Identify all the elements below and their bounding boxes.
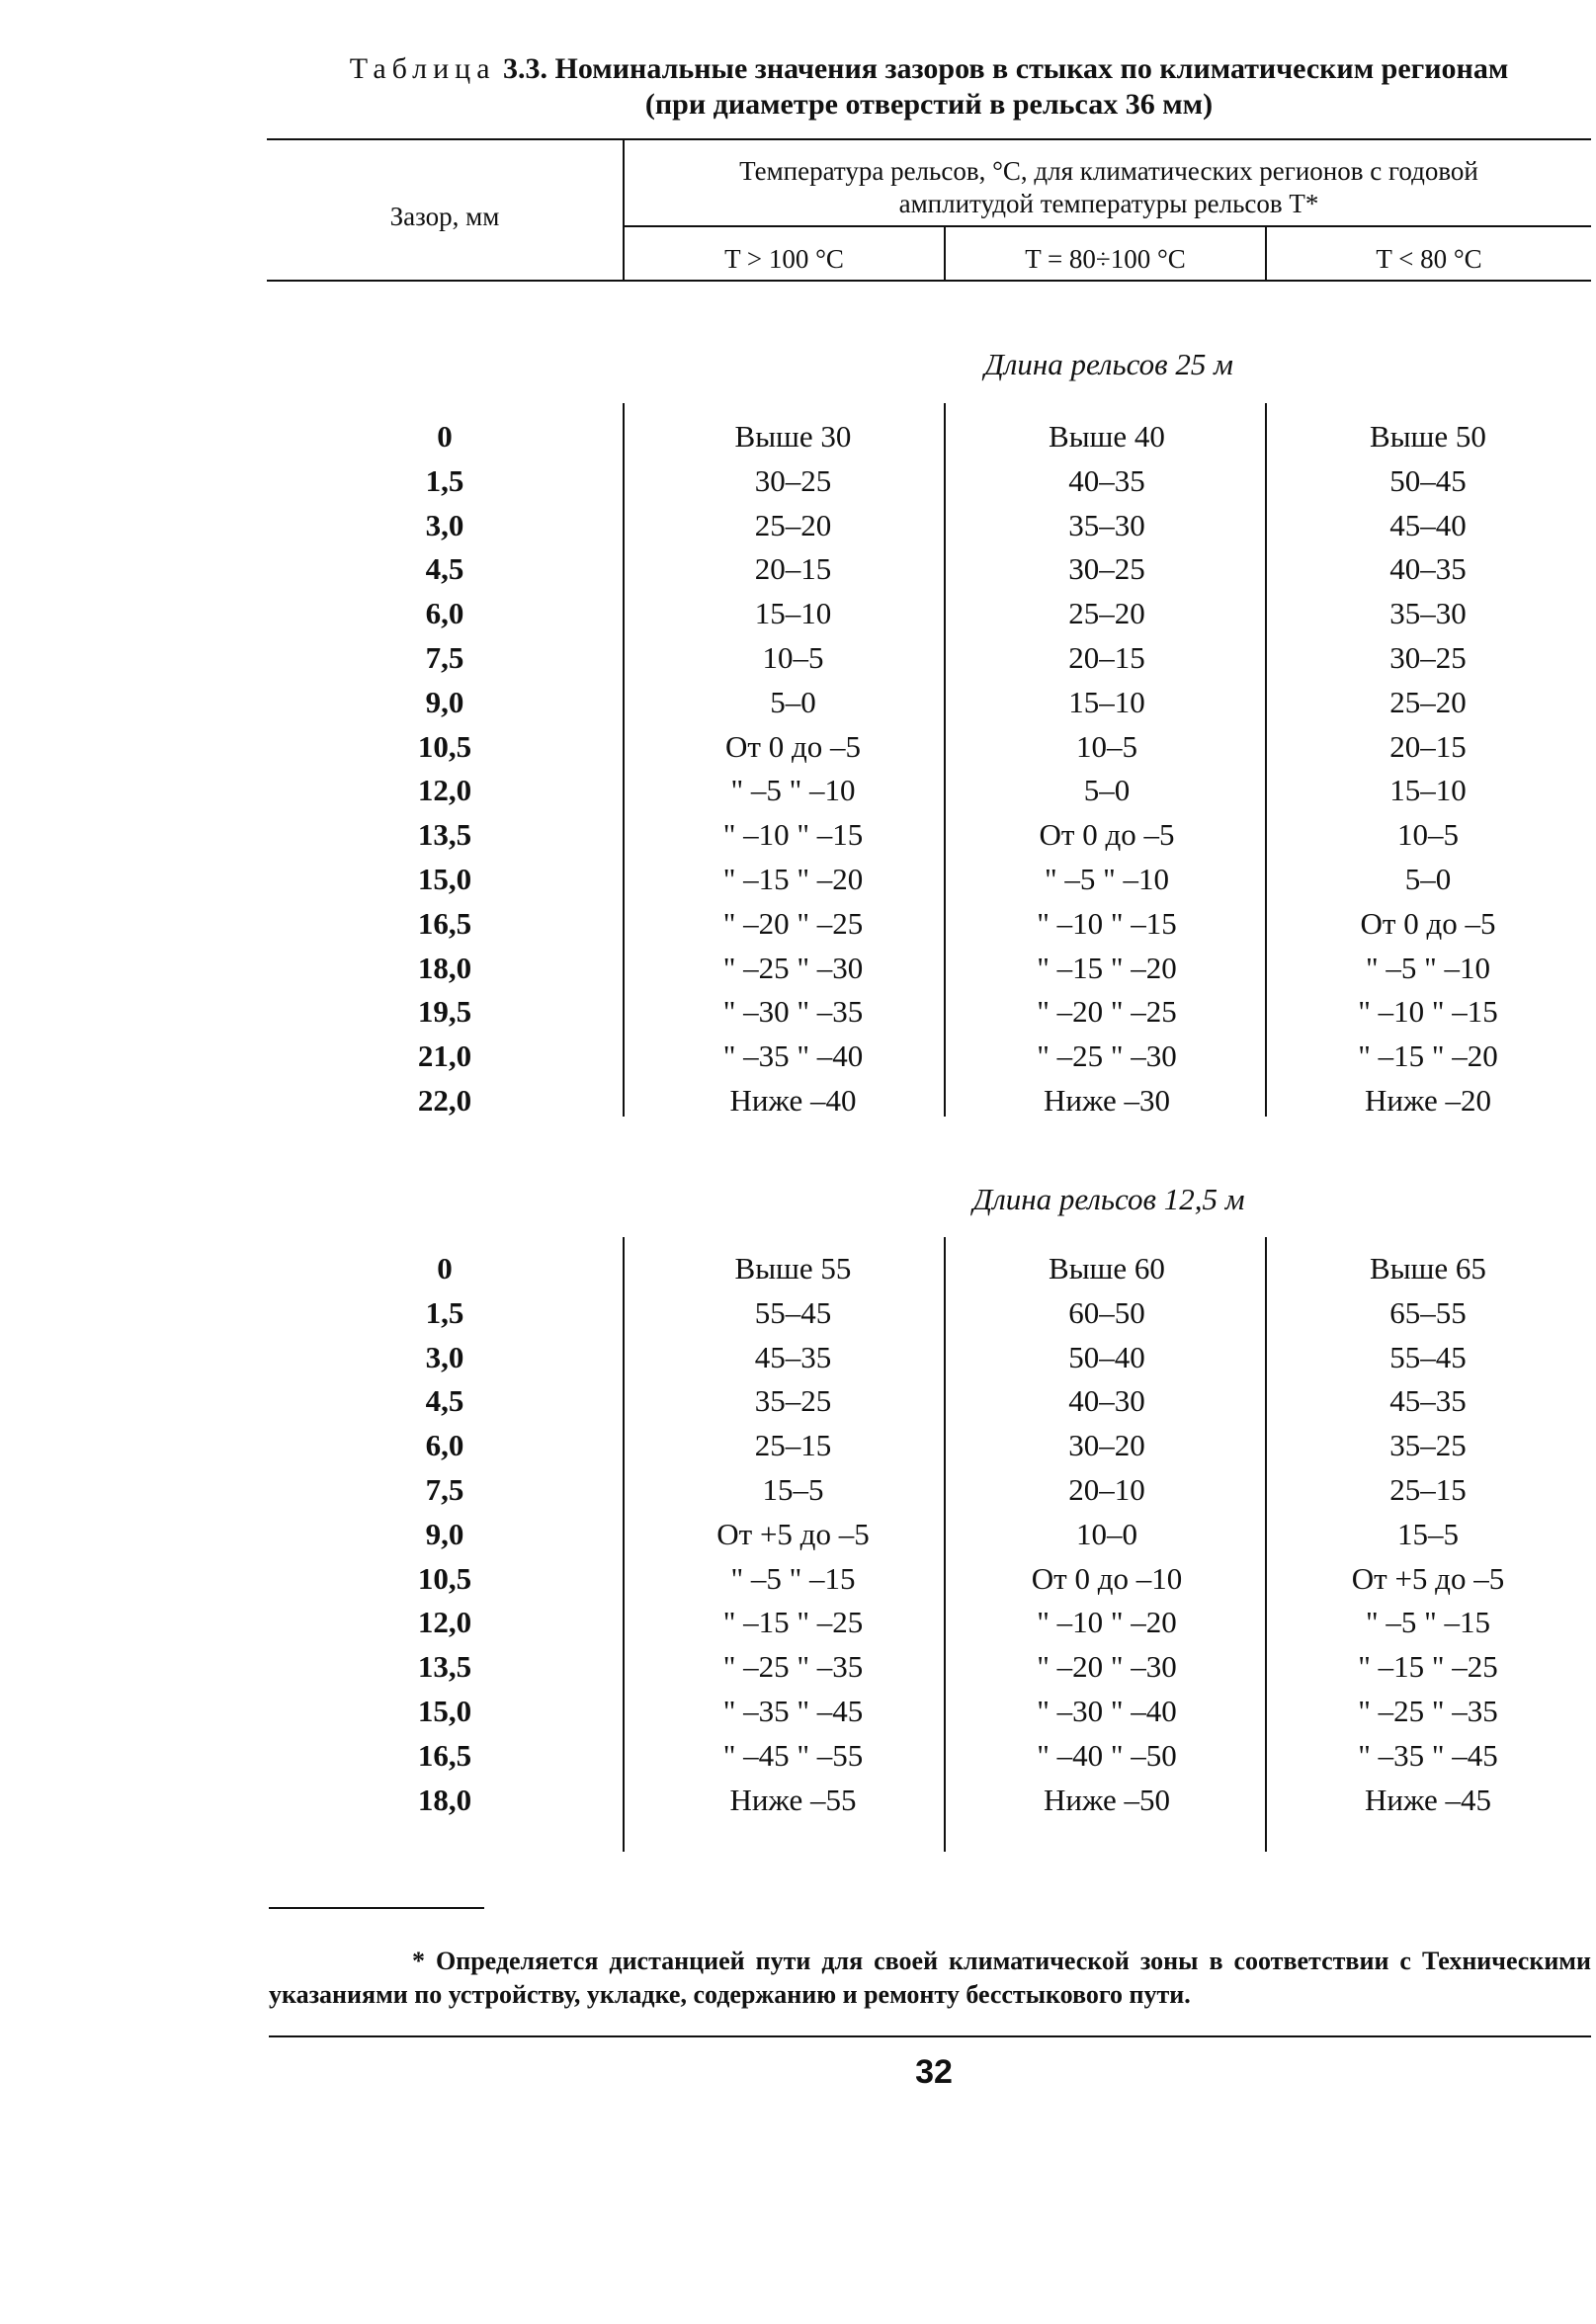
temp-cell-t1: Выше 30 [734,419,852,454]
gap-cell: 6,0 [425,596,464,631]
temp-cell-t1: " –30 " –35 [722,994,864,1030]
temp-cell-t3: От 0 до –5 [1360,905,1496,941]
temp-cell-t2: 50–40 [1068,1339,1145,1374]
temp-cell-t2: " –30 " –40 [1037,1694,1177,1728]
table-row [0,1338,1596,1382]
temp-cell-t1: " –45 " –55 [722,1737,864,1773]
table-row [0,1647,1596,1692]
temp-cell-t2: 30–25 [1068,551,1145,587]
gap-cell: 19,5 [417,994,472,1030]
temp-cell-t3: " –15 " –20 [1358,1038,1498,1074]
table-row [0,992,1596,1037]
temp-cell-t1: 15–5 [762,1472,824,1507]
temp-cell-t3: Выше 50 [1370,419,1486,454]
temp-cell-t3: " –10 " –15 [1358,994,1498,1030]
table-title-text: 3.3. Номинальные значения зазоров в стыках по климатическим регионам [495,52,1509,85]
table-row [0,1515,1596,1559]
section-title: Длина рельсов 25 м [984,347,1233,381]
table-row [0,506,1596,550]
temp-cell-t1: " –25 " –35 [722,1649,864,1685]
gap-cell: 13,5 [417,1649,472,1685]
table-row [0,1381,1596,1426]
temp-cell-t3: 15–5 [1397,1516,1459,1551]
temp-cell-t2: 30–20 [1068,1428,1145,1463]
footnote-text: * Определяется дистанцией пути для своей климатической зоны в соответствии с Техническими указаниями по устройству, укладке, содержанию и ремонту бесстыкового пути. [269,1947,1591,2009]
table-row [0,727,1596,772]
table-row [0,904,1596,949]
gap-cell: 21,0 [417,1038,472,1074]
temp-cell-t3: 20–15 [1389,728,1467,764]
table-row [0,1037,1596,1081]
temp-cell-t1: 10–5 [762,640,824,675]
temp-cell-t1: 25–20 [754,507,832,542]
footnote [269,1945,1591,2012]
temp-cell-t1: 45–35 [754,1339,832,1374]
gap-cell: 12,0 [417,1605,472,1640]
temp-cell-t2: 25–20 [1068,596,1145,631]
temp-cell-t3: Ниже –45 [1365,1782,1491,1817]
temp-cell-t3: 40–35 [1389,551,1467,587]
column-header-t1: T > 100 °С [724,244,844,274]
table-row [0,1781,1596,1825]
table-title [267,51,1591,87]
temp-cell-t1: 15–10 [754,596,832,631]
gap-cell: 7,5 [425,1472,464,1507]
gap-cell: 0 [437,1251,453,1286]
temp-cell-t2: 20–15 [1068,640,1145,675]
gap-cell: 15,0 [417,1694,472,1728]
temp-cell-t3: 35–25 [1389,1428,1467,1463]
section-title: Длина рельсов 12,5 м [972,1182,1245,1216]
temp-cell-t2: От 0 до –10 [1031,1560,1183,1596]
table-row [0,1470,1596,1515]
temp-cell-t2: " –5 " –10 [1044,862,1170,896]
page-bottom-rule [269,2035,1591,2037]
temp-cell-t2: 35–30 [1068,507,1145,542]
footnote-rule [269,1907,484,1909]
temp-cell-t3: 15–10 [1389,773,1467,808]
table-row [0,594,1596,638]
temp-cell-t1: 25–15 [754,1428,832,1463]
temp-cell-t2: Выше 40 [1049,419,1165,454]
table-row [0,1603,1596,1647]
temp-cell-t2: 10–0 [1076,1516,1137,1551]
temperature-header-line: амплитудой температуры рельсов T* [898,189,1319,218]
temp-cell-t1: От 0 до –5 [725,728,861,764]
temp-cell-t2: От 0 до –5 [1039,817,1175,853]
temp-cell-t1: " –25 " –30 [722,950,864,985]
gap-cell: 12,0 [417,773,472,808]
temp-cell-t2: " –10 " –15 [1037,905,1177,941]
temp-cell-t3: " –25 " –35 [1358,1694,1498,1728]
temp-cell-t1: 35–25 [754,1383,832,1419]
table-row [0,1736,1596,1781]
table-row [0,683,1596,727]
table-row [0,1249,1596,1293]
temp-cell-t3: Ниже –20 [1365,1083,1491,1118]
table-row [0,638,1596,683]
table-row [0,815,1596,860]
temp-cell-t3: Выше 65 [1370,1251,1486,1286]
temp-cell-t1: " –5 " –10 [730,773,856,808]
temp-cell-t3: 45–35 [1389,1383,1467,1419]
gap-cell: 10,5 [417,1560,472,1596]
temp-cell-t3: 30–25 [1389,640,1467,675]
gap-cell: 9,0 [425,684,464,719]
gap-cell: 18,0 [417,950,472,985]
temp-cell-t3: От +5 до –5 [1351,1560,1505,1596]
gap-cell: 0 [437,419,453,454]
temp-cell-t3: 25–20 [1389,684,1467,719]
temp-cell-t3: 55–45 [1389,1339,1467,1374]
table-row [0,1081,1596,1125]
temp-cell-t2: 20–10 [1068,1472,1145,1507]
temp-cell-t1: Выше 55 [734,1251,852,1286]
table-row [0,949,1596,993]
temp-cell-t3: " –35 " –45 [1358,1737,1498,1773]
gap-cell: 1,5 [425,1294,464,1330]
table-row [0,771,1596,815]
gap-cell: 16,5 [417,905,472,941]
temp-cell-t1: " –15 " –20 [722,862,864,896]
temp-cell-t2: " –20 " –25 [1037,994,1177,1030]
table-label: Таблица [349,52,496,85]
temp-cell-t1: 30–25 [754,462,832,498]
temp-cell-t1: " –5 " –15 [730,1560,856,1596]
temp-cell-t3: 65–55 [1389,1294,1467,1330]
temp-cell-t3: 25–15 [1389,1472,1467,1507]
gap-cell: 18,0 [417,1782,472,1817]
gap-cell: 16,5 [417,1737,472,1773]
temp-cell-t1: От +5 до –5 [716,1516,870,1551]
gap-cell: 1,5 [425,462,464,498]
table-subtitle: (при диаметре отверстий в рельсах 36 мм) [644,88,1214,121]
temp-cell-t3: " –15 " –25 [1358,1649,1498,1685]
column-header-t2: T = 80÷100 °С [1025,244,1186,274]
temp-cell-t1: Ниже –55 [729,1782,857,1817]
temp-cell-t3: 50–45 [1389,462,1467,498]
column-header-t3: T < 80 °С [1376,244,1482,274]
header-bottom-rule [267,280,1591,282]
table-row [0,1293,1596,1338]
gap-column-header: Зазор, мм [389,202,500,231]
temp-cell-t2: 15–10 [1068,684,1145,719]
temp-cell-t2: 60–50 [1068,1294,1145,1330]
temp-cell-t2: " –40 " –50 [1037,1737,1177,1773]
temp-cell-t1: " –15 " –25 [722,1605,864,1640]
temp-cell-t2: " –15 " –20 [1037,950,1177,985]
gap-cell: 3,0 [425,1339,464,1374]
temp-cell-t2: Ниже –30 [1044,1083,1170,1118]
table-row [0,461,1596,506]
temp-cell-t1: 20–15 [754,551,832,587]
temp-cell-t2: 5–0 [1083,773,1131,808]
gap-cell: 13,5 [417,817,472,853]
temp-cell-t2: 40–35 [1068,462,1145,498]
table-row [0,417,1596,461]
temp-cell-t1: 5–0 [770,684,816,719]
table-row [0,1426,1596,1470]
gap-cell: 10,5 [417,728,472,764]
header-top-rule [267,138,1591,140]
temp-cell-t1: " –35 " –45 [722,1694,864,1728]
temp-cell-t2: 40–30 [1068,1383,1145,1419]
table-row [0,1692,1596,1736]
temp-cell-t2: " –20 " –30 [1037,1649,1177,1685]
temp-cell-t2: Выше 60 [1049,1251,1165,1286]
header-mid-rule [625,225,1591,227]
gap-cell: 4,5 [425,551,464,587]
temp-cell-t1: " –35 " –40 [722,1038,864,1074]
temp-cell-t3: " –5 " –10 [1365,950,1491,985]
temp-cell-t2: " –10 " –20 [1037,1605,1177,1640]
temp-cell-t3: 10–5 [1397,817,1459,853]
temp-cell-t2: 10–5 [1076,728,1137,764]
temp-cell-t3: 5–0 [1404,862,1452,896]
temp-cell-t1: " –20 " –25 [722,905,864,941]
temp-cell-t1: " –10 " –15 [722,817,864,853]
page-number: 32 [915,2053,953,2091]
table-row [0,1559,1596,1604]
temp-cell-t2: " –25 " –30 [1037,1038,1177,1074]
table-row [0,860,1596,904]
table-row [0,549,1596,594]
temperature-header-line: Температура рельсов, °С, для климатических регионов с годовой [739,156,1478,186]
temp-cell-t3: 45–40 [1389,507,1467,542]
gap-cell: 15,0 [417,862,472,896]
gap-cell: 22,0 [417,1083,472,1118]
temp-cell-t3: " –5 " –15 [1365,1605,1491,1640]
temp-cell-t3: 35–30 [1389,596,1467,631]
gap-cell: 4,5 [425,1383,464,1419]
temp-cell-t2: Ниже –50 [1044,1782,1170,1817]
gap-cell: 6,0 [425,1428,464,1463]
gap-cell: 9,0 [425,1516,464,1551]
temp-cell-t1: Ниже –40 [729,1083,857,1118]
gap-cell: 3,0 [425,507,464,542]
temperature-header [625,155,1593,220]
temp-cell-t1: 55–45 [754,1294,832,1330]
gap-cell: 7,5 [425,640,464,675]
